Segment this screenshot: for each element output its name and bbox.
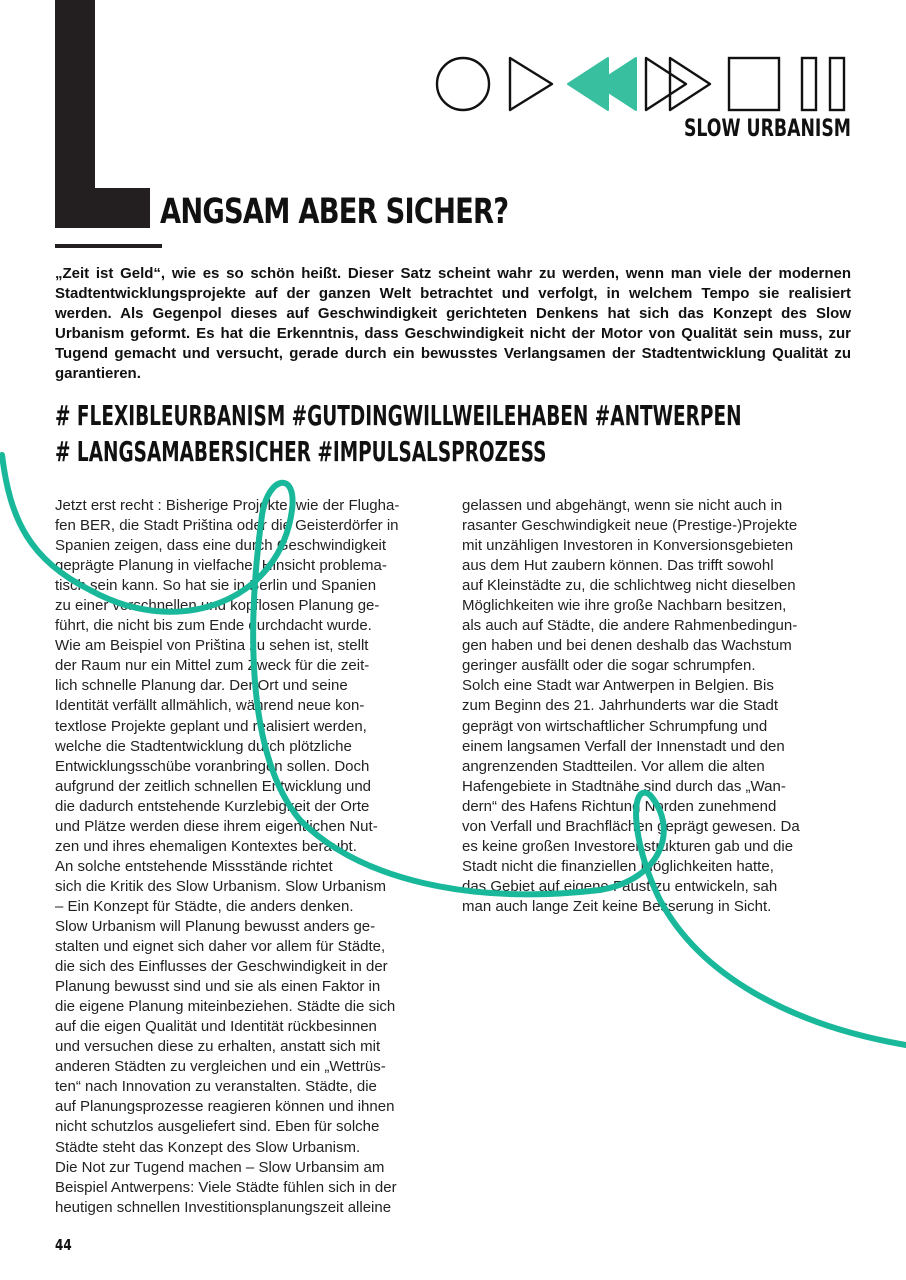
body-text-line: Spanien zeigen, dass eine durch Geschwindigkeit — [55, 537, 387, 555]
body-text-line: Möglichkeiten wie ihre große Nachbarn besitzen, — [462, 597, 787, 615]
body-column-left — [55, 496, 445, 1218]
body-text-line: zu einer vorschnellen und kopflosen Planung ge- — [55, 597, 380, 615]
body-text-line: aufgrund der zeitlich schnellen Entwicklung und — [55, 777, 372, 795]
record-icon — [437, 58, 489, 110]
page-number: 44 — [55, 1236, 72, 1254]
body-text-line: Beispiel Antwerpens: Viele Städte fühlen sich in der — [55, 1178, 397, 1196]
body-text-line: man auch lange Zeit keine Besserung in Sicht. — [462, 897, 772, 915]
body-column-right — [462, 496, 852, 917]
body-text-line: Die Not zur Tugend machen – Slow Urbansim am — [55, 1158, 385, 1176]
title-underline — [55, 244, 162, 248]
stop-icon — [729, 58, 779, 110]
play-icon — [510, 58, 552, 110]
body-text-line: Wie am Beispiel von Priština zu sehen ist, stellt — [55, 637, 369, 655]
body-text-line: und versuchen diese zu erhalten, anstatt sich mit — [55, 1038, 381, 1056]
body-text-line: Städte steht das Konzept des Slow Urbanism. — [55, 1138, 361, 1156]
body-text-line: fen BER, die Stadt Priština oder die Geisterdörfer in — [55, 517, 399, 535]
title-initial-letter-l-foot — [55, 188, 150, 228]
body-text-line: Solch eine Stadt war Antwerpen in Belgien. Bis — [462, 677, 774, 695]
body-text-line: als auch auf Städte, die andere Rahmenbedingun- — [462, 617, 798, 635]
body-text-line: dern“ des Hafens Richtung Norden zunehmend — [462, 797, 777, 815]
body-text-line: anderen Städten zu vergleichen und ein „Wettrüs- — [55, 1058, 386, 1076]
body-text-line: Identität verfällt allmählich, während neue kon- — [55, 697, 365, 715]
hashtag-line: # FLEXIBLEURBANISM #GUTDINGWILLWEILEHABEN #ANTWERPEN — [55, 399, 742, 432]
body-text-line: der Raum nur ein Mittel zum Zweck für die zeit- — [55, 657, 370, 675]
hashtag-block — [55, 398, 742, 470]
body-text-line: welche die Stadtentwicklung durch plötzliche — [55, 737, 352, 755]
body-text-line: die eigene Planung miteinbeziehen. Städte die sich — [55, 998, 396, 1016]
body-text-line: auf Planungsprozesse reagieren können und ihnen — [55, 1098, 395, 1116]
body-text-line: gen haben und bei denen deshalb das Wachstum — [462, 637, 792, 655]
body-text-line: tisch sein kann. So hat sie in Berlin und Spanien — [55, 577, 377, 595]
media-controls-graphic — [434, 54, 852, 114]
body-text-line: nicht schutzlos ausgeliefert sind. Eben für solche — [55, 1118, 380, 1136]
body-text-line: die sich des Einflusses der Geschwindigkeit in der — [55, 958, 388, 976]
body-text-line: auf Kleinstädte zu, die schlichtweg nicht dieselben — [462, 577, 796, 595]
body-text-line: zum Beginn des 21. Jahrhunderts war die Stadt — [462, 697, 779, 715]
body-text-line: auf die eigen Qualität und Identität rückbesinnen — [55, 1018, 377, 1036]
body-text-line: stalten und eignet sich daher vor allem für Städte, — [55, 938, 386, 956]
body-text-line: An solche entstehende Missstände richtet — [55, 857, 333, 875]
rewind-icon — [568, 58, 636, 110]
body-text-line: Entwicklungsschübe voranbringen sollen. Doch — [55, 757, 370, 775]
body-text-line: Jetzt erst recht : Bisherige Projekte, wie der Flugha- — [55, 497, 400, 514]
body-text-line: Slow Urbanism will Planung bewusst anders ge- — [55, 917, 376, 935]
body-text-line: heutigen schnellen Investitionsplanungszeit alleine — [55, 1198, 392, 1216]
body-text-line: aus dem Hut zaubern können. Das trifft sowohl — [462, 557, 774, 575]
body-text-line: geringer ausfällt oder die sogar schrumpfen. — [462, 657, 756, 675]
body-text-line: lich schnelle Planung dar. Der Ort und seine — [55, 677, 348, 695]
body-text-line: es keine großen Investorenstrukturen gab und die — [462, 837, 794, 855]
body-text-line: zen und ihres ehemaligen Kontextes beraubt. — [55, 837, 357, 855]
body-text-line: ten“ nach Innovation zu veranstalten. Städte, die — [55, 1078, 377, 1096]
fast-forward-icon — [646, 58, 710, 110]
pause-icon — [802, 58, 844, 110]
body-text-line: Stadt nicht die finanziellen Möglichkeiten hatte, — [462, 857, 774, 875]
intro-paragraph: „Zeit ist Geld“, wie es so schön heißt. Dieser Satz scheint wahr zu werden, wenn man viele der modernen Stadtentwicklungsprojekte auf der ganzen Welt betrachtet und verfolgt, in welchem Tempo sie realisiert werden. Als Gegenpol dieses auf Geschwindigkeit gerichteten Denkens hat sich das Konzept des Slow Urbanism geformt. Es hat die Erkenntnis, dass Geschwindigkeit nicht der Motor von Qualität sein muss, zur Tugend gemacht und versucht, gerade durch ein bewusstes Verlangsamen der Stadtentwicklung Qualität zu garantieren. — [55, 265, 851, 382]
body-text-line: das Gebiet auf eigene Faust zu entwickeln, sah — [462, 877, 778, 895]
body-text-line: und Plätze werden diese ihrem eigentlichen Nut- — [55, 817, 378, 835]
body-text-line: rasanter Geschwindigkeit neue (Prestige-)Projekte — [462, 517, 798, 535]
body-text-line: einem langsamen Verfall der Innenstadt und den — [462, 737, 785, 755]
body-text-line: geprägt von wirtschaftlicher Schrumpfung und — [462, 717, 768, 735]
body-text-line: – Ein Konzept für Städte, die anders denken. — [55, 897, 354, 915]
body-text-line: von Verfall und Brachflächen geprägt gewesen. Da — [462, 817, 800, 835]
article-title: ANGSAM ABER SICHER? — [160, 192, 509, 232]
body-text-line: textlose Projekte geplant und realisiert werden, — [55, 717, 367, 735]
body-text-line: Hafengebiete in Stadtnähe sind durch das „Wan- — [462, 777, 786, 795]
body-text-line: mit unzähligen Investoren in Konversionsgebieten — [462, 537, 794, 555]
body-text-line: sich die Kritik des Slow Urbanism. Slow Urbanism — [55, 877, 386, 895]
hashtag-line: # LANGSAMABERSICHER #IMPULSALSPROZESS — [55, 435, 547, 468]
body-text-line: Planung bewusst sind und sie als einen Faktor in — [55, 978, 381, 996]
section-label: SLOW URBANISM — [683, 114, 851, 142]
body-text-line: angrenzenden Stadtteilen. Vor allem die alten — [462, 757, 765, 775]
body-text-line: geprägte Planung in vielfacher Hinsicht problema- — [55, 557, 387, 575]
body-text-line: führt, die nicht bis zum Ende durchdacht wurde. — [55, 617, 372, 635]
body-text-line: die dadurch entstehende Kurzlebigkeit der Orte — [55, 797, 370, 815]
body-text-line: gelassen und abgehängt, wenn sie nicht auch in — [462, 497, 783, 514]
